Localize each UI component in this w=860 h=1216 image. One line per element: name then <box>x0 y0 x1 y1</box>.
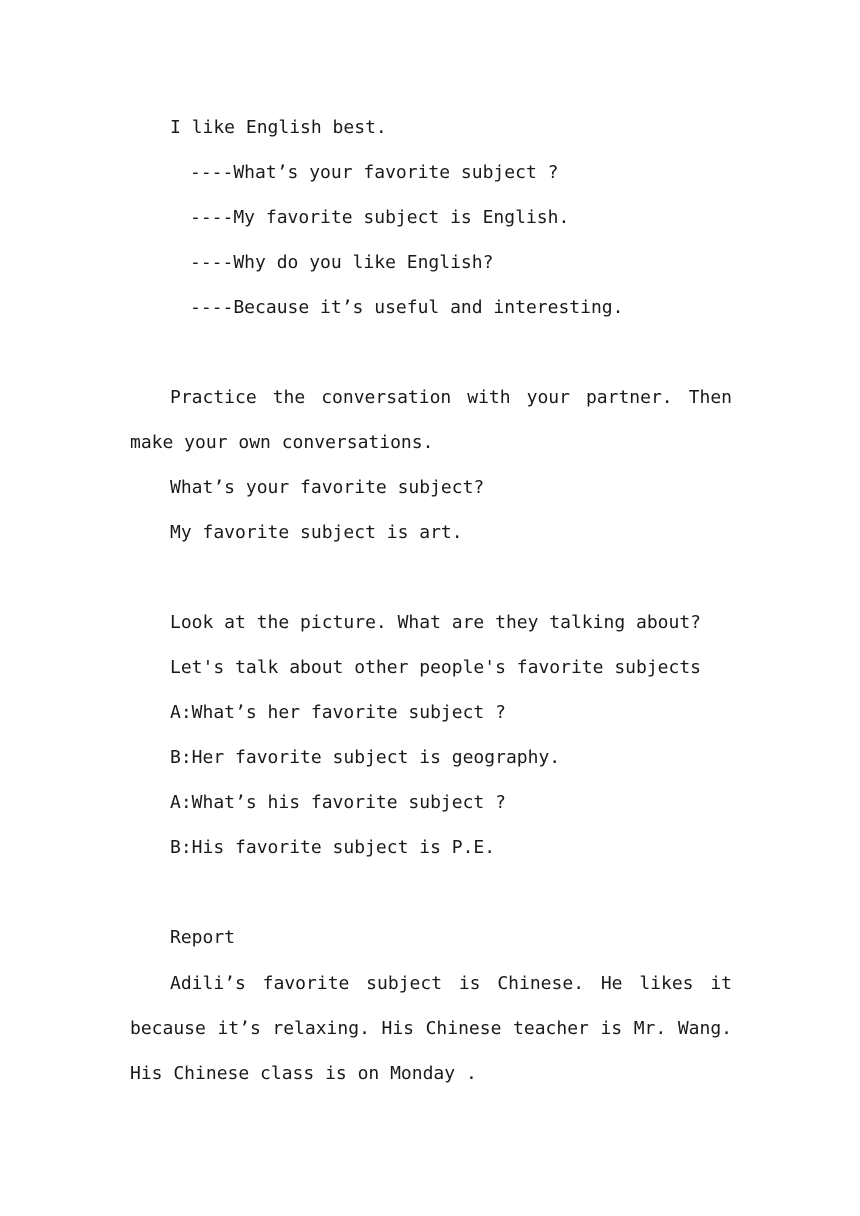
intro-heading: I like English best. <box>170 117 387 138</box>
report-heading: Report <box>170 927 236 948</box>
dialogue-line: A:What’s his favorite subject ? <box>170 792 506 813</box>
picture-question: Look at the picture. What are they talking about? <box>170 612 702 633</box>
practice-line: My favorite subject is art. <box>170 522 463 543</box>
dialogue-line: ----Why do you like English? <box>190 252 494 273</box>
practice-instruction-text: Practice the conversation with your partner. Then make your own conversations. <box>130 387 732 453</box>
practice-instruction <box>130 375 732 465</box>
report-body <box>130 961 732 1096</box>
dialogue-line: ----My favorite subject is English. <box>190 207 570 228</box>
dialogue-line: ----What’s your favorite subject ? <box>190 162 559 183</box>
dialogue-line: A:What’s her favorite subject ? <box>170 702 506 723</box>
report-body-text: Adili’s favorite subject is Chinese. He likes it because it’s relaxing. His Chinese teacher is Mr. Wang. His Chinese class is on Monday . <box>130 973 732 1084</box>
practice-line: What’s your favorite subject? <box>170 477 485 498</box>
dialogue-line: ----Because it’s useful and interesting. <box>190 297 624 318</box>
dialogue-line: B:Her favorite subject is geography. <box>170 747 561 768</box>
picture-prompt: Let's talk about other people's favorite subjects <box>170 657 702 678</box>
dialogue-line: B:His favorite subject is P.E. <box>170 837 496 858</box>
